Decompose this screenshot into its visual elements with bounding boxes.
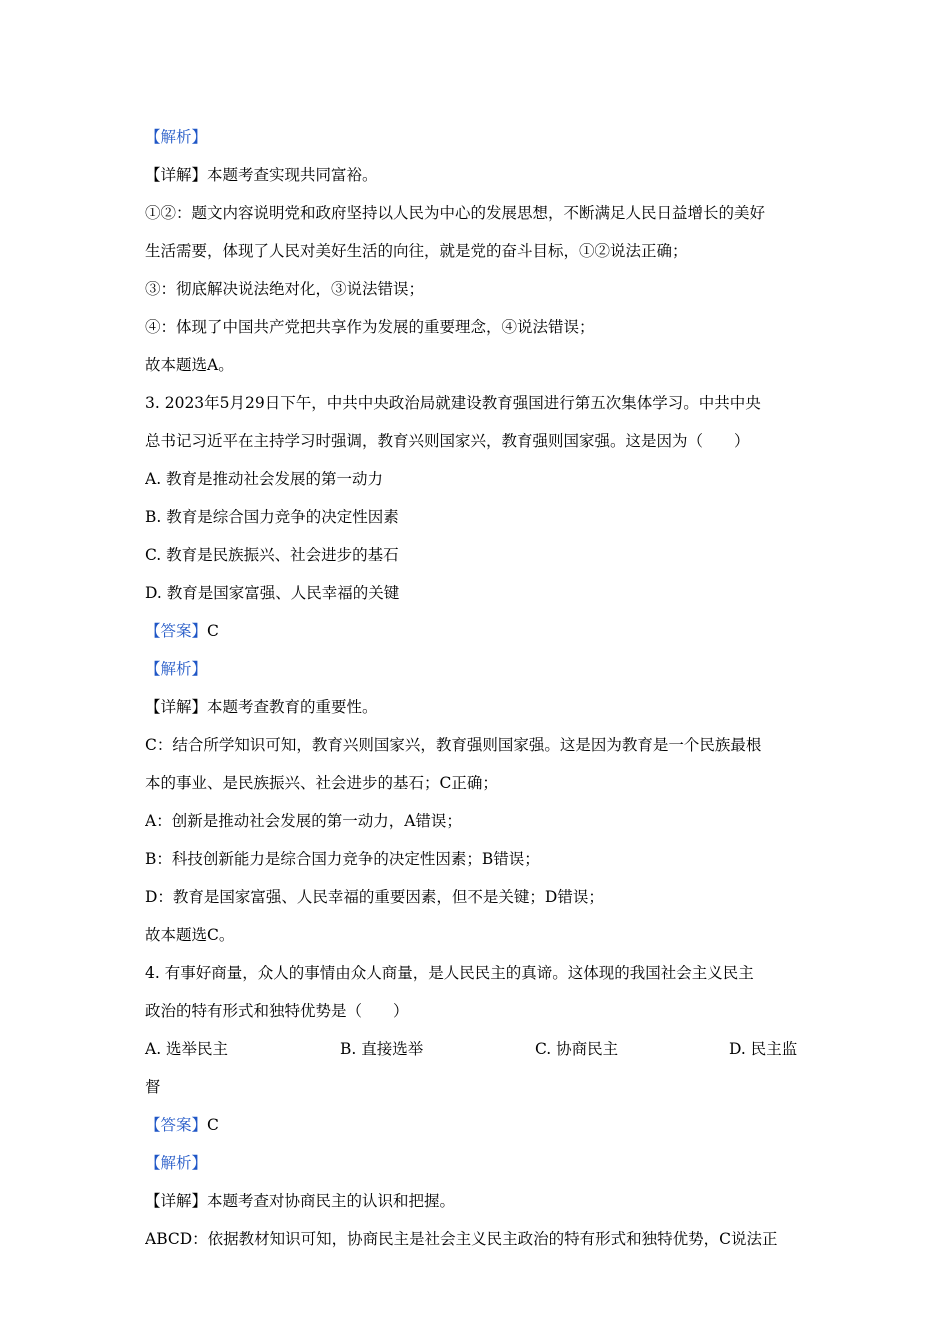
answer-value: C (207, 1116, 219, 1134)
answer-tag: 【答案】 (145, 1116, 208, 1134)
analysis-tag: 【解析】 (145, 128, 208, 146)
question-4-option-d-continued: 督 (145, 1078, 161, 1096)
question-3-option-a: A. 教育是推动社会发展的第一动力 (145, 470, 384, 488)
question-3-stem: 总书记习近平在主持学习时强调，教育兴则国家兴，教育强则国家强。这是因为（ ） (145, 432, 750, 450)
question-3-stem: 3. 2023年5月29日下午，中共中央政治局就建设教育强国进行第五次集体学习。中共中央 (145, 394, 761, 412)
explanation-line: 生活需要，体现了人民对美好生活的向往，就是党的奋斗目标，①②说法正确； (145, 242, 688, 260)
detail-line (145, 1182, 810, 1220)
analysis-heading (145, 1144, 810, 1182)
analysis-heading (145, 650, 810, 688)
question-4-option-c: C. 协商民主 (535, 1040, 619, 1058)
detail-text: 本题考查实现共同富裕。 (207, 166, 378, 184)
analysis-tag: 【解析】 (145, 660, 208, 678)
explanation-line: D：教育是国家富强、人民幸福的重要因素，但不是关键；D错误； (145, 888, 604, 906)
question-4-answer (145, 1106, 810, 1144)
detail-tag: 【详解】 (145, 698, 208, 716)
explanation-line: ①②：题文内容说明党和政府坚持以人民为中心的发展思想，不断满足人民日益增长的美好 (145, 204, 766, 222)
detail-text: 本题考查对协商民主的认识和把握。 (207, 1192, 456, 1210)
explanation-line: ④：体现了中国共产党把共享作为发展的重要理念，④说法错误； (145, 318, 595, 336)
explanation-line: 本的事业、是民族振兴、社会进步的基石；C正确； (145, 774, 498, 792)
question-4-option-d: D. 民主监 (729, 1040, 798, 1058)
question-4-options (145, 1030, 810, 1068)
detail-text: 本题考查教育的重要性。 (207, 698, 378, 716)
detail-line (145, 156, 810, 194)
question-3-option-b: B. 教育是综合国力竞争的决定性因素 (145, 508, 399, 526)
explanation-line: ABCD：依据教材知识可知，协商民主是社会主义民主政治的特有形式和独特优势，C说法正 (145, 1230, 778, 1248)
question-4-option-a: A. 选举民主 (145, 1040, 229, 1058)
conclusion-line: 故本题选C。 (145, 926, 235, 944)
question-4-stem: 4. 有事好商量，众人的事情由众人商量，是人民民主的真谛。这体现的我国社会主义民主 (145, 964, 754, 982)
explanation-line: ③：彻底解决说法绝对化，③说法错误； (145, 280, 425, 298)
question-4-stem: 政治的特有形式和独特优势是（ ） (145, 1002, 409, 1020)
question-3-option-d: D. 教育是国家富强、人民幸福的关键 (145, 584, 400, 602)
detail-tag: 【详解】 (145, 1192, 208, 1210)
question-3-option-c: C. 教育是民族振兴、社会进步的基石 (145, 546, 399, 564)
question-4-option-b: B. 直接选举 (340, 1040, 424, 1058)
explanation-line: B：科技创新能力是综合国力竞争的决定性因素；B错误； (145, 850, 540, 868)
answer-tag: 【答案】 (145, 622, 208, 640)
question-3-answer (145, 612, 810, 650)
explanation-line: A：创新是推动社会发展的第一动力，A错误； (145, 812, 462, 830)
conclusion-line: 故本题选A。 (145, 356, 234, 374)
document-page (145, 118, 810, 1258)
detail-line (145, 688, 810, 726)
explanation-line: C：结合所学知识可知，教育兴则国家兴，教育强则国家强。这是因为教育是一个民族最根 (145, 736, 762, 754)
answer-value: C (207, 622, 219, 640)
detail-tag: 【详解】 (145, 166, 208, 184)
analysis-tag: 【解析】 (145, 1154, 208, 1172)
analysis-heading (145, 118, 810, 156)
